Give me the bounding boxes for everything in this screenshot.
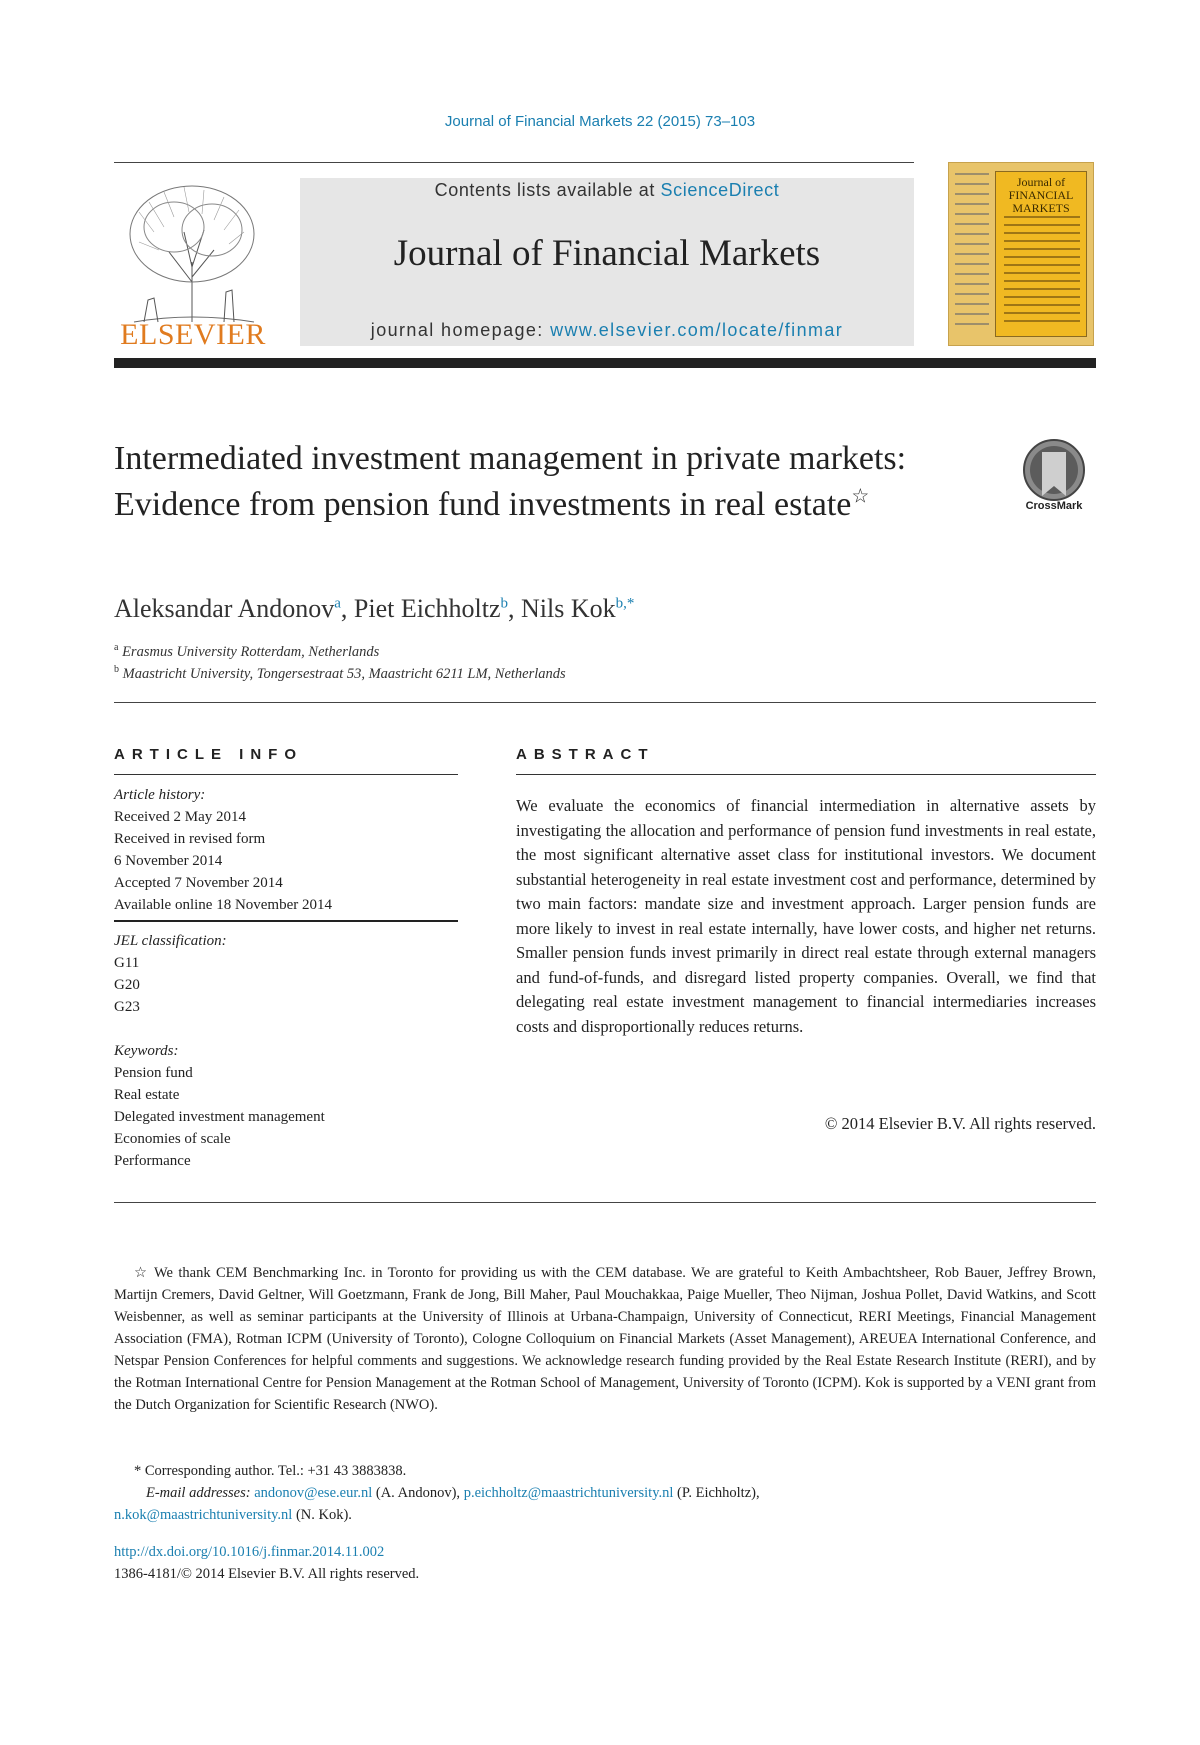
crossmark-label[interactable]: CrossMark: [1025, 500, 1083, 512]
history-item: 6 November 2014: [114, 853, 223, 869]
affiliation: [114, 642, 379, 661]
author-affiliation-mark[interactable]: a: [334, 595, 341, 612]
crossmark-icon[interactable]: [1018, 438, 1090, 528]
email-owner: (N. Kok).: [292, 1507, 352, 1523]
contents-prefix: Contents lists available at: [434, 180, 661, 200]
email-label: E-mail addresses:: [146, 1485, 251, 1501]
email-owner: (P. Eichholtz),: [673, 1485, 760, 1501]
history-item: Received in revised form: [114, 831, 266, 847]
author-list: Aleksandar Andonov$^a$, Piet Eichholtz$^b$, Nils Kok$^{b,*}$: [114, 594, 635, 623]
history-label: Article history:: [114, 787, 206, 803]
article-title: [114, 436, 934, 528]
email-link[interactable]: n.kok@maastrichtuniversity.nl: [114, 1507, 293, 1523]
homepage-link[interactable]: www.elsevier.com/locate/finmar: [550, 320, 844, 340]
contents-line: [300, 180, 914, 201]
author-affiliation-mark[interactable]: b: [500, 595, 509, 612]
title-footnote-mark[interactable]: ☆: [851, 485, 870, 508]
article-title-text: Intermediated investment management in private markets: Evidence from pension fund investments in real estate: [114, 440, 907, 523]
jel-code: G11: [114, 955, 140, 971]
history-rule: [114, 920, 458, 922]
section-rule: [114, 702, 1096, 703]
history-item: Available online 18 November 2014: [114, 897, 332, 913]
corresponding-text: Corresponding author. Tel.: +31 43 3883838.: [144, 1463, 407, 1479]
keyword: Economies of scale: [114, 1131, 231, 1147]
cover-panel: [995, 171, 1087, 337]
article-info-rule: [114, 774, 458, 775]
footnote-mark: *: [134, 1463, 142, 1479]
journal-citation[interactable]: Journal of Financial Markets 22 (2015) 73–103: [444, 113, 756, 130]
elsevier-wordmark: ELSEVIER: [120, 318, 266, 351]
article-history: [114, 784, 458, 916]
affiliation-mark: a: [114, 642, 119, 653]
cover-text-lines: [1004, 216, 1080, 328]
keywords-label: Keywords:: [114, 1043, 179, 1059]
author-name: Aleksandar Andonov: [114, 594, 335, 623]
cover-title: Journal of FINANCIAL MARKETS: [1008, 175, 1074, 215]
homepage-line: [300, 320, 914, 341]
issn-line: 1386-4181/© 2014 Elsevier B.V. All rights reserved.: [114, 1566, 420, 1582]
author-affiliation-mark[interactable]: b,*: [615, 595, 635, 612]
keyword: Performance: [114, 1153, 191, 1169]
jel-code: G23: [114, 999, 140, 1015]
email-owner: (A. Andonov),: [372, 1485, 464, 1501]
header-thick-rule: [114, 358, 1096, 368]
history-item: Received 2 May 2014: [114, 809, 247, 825]
cover-contents-strip: [955, 173, 989, 333]
affiliation: [114, 664, 566, 683]
email-footnote: [114, 1482, 1096, 1526]
abstract-heading: ABSTRACT: [516, 746, 655, 763]
affiliation-text: Erasmus University Rotterdam, Netherlands: [122, 643, 380, 660]
corresponding-footnote: [114, 1460, 1096, 1482]
acknowledgement-text: We thank CEM Benchmarking Inc. in Toronto for providing us with the CEM database. We are grateful to Keith Ambachtsheer, Rob Bauer, Jeffrey Brown, Martijn Cremers, David Geltner, Will Goetzmann, Frank de Jong, Bill Maher, Paul Mouchakkaa, Paige Mueller, Theo Nijman, Joshua Pollet, David Watkins, and Scott Weisbenner, as well as seminar participants at the University of Illinois at Urbana-Champaign, University of Connecticut, RERI Meetings, Financial Management Association (FMA), Rotman ICPM (University of Toronto), Cologne Colloquium on Financial Markets (Asset Management), AREUEA International Conference, and Netspar Pension Conferences for helpful comments and suggestions. We acknowledge research funding provided by the Real Estate Research Institute (RERI), and by the Rotman International Centre for Pension Management at the Rotman School of Management, University of Toronto (ICPM). Kok is supported by a VENI grant from the Dutch Organization for Scientific Research (NWO).: [114, 1265, 1096, 1413]
keyword: Real estate: [114, 1087, 180, 1103]
abstract-rule: [516, 774, 1096, 775]
email-link[interactable]: andonov@ese.eur.nl: [254, 1485, 373, 1501]
abstract-copyright: © 2014 Elsevier B.V. All rights reserved.: [824, 1114, 1096, 1133]
article-info-heading: ARTICLE INFO: [114, 746, 303, 763]
footnote-mark: ☆: [134, 1265, 149, 1281]
affiliation-mark: b: [114, 664, 119, 675]
journal-cover-thumbnail: [948, 162, 1094, 346]
sciencedirect-link[interactable]: ScienceDirect: [660, 180, 780, 200]
affiliation-text: Maastricht University, Tongersestraat 53, Maastricht 6211 LM, Netherlands: [122, 665, 566, 682]
jel-code: G20: [114, 977, 140, 993]
email-link[interactable]: p.eichholtz@maastrichtuniversity.nl: [463, 1485, 674, 1501]
homepage-prefix: journal homepage:: [370, 320, 551, 340]
keyword: Delegated investment management: [114, 1109, 325, 1125]
jel-label: JEL classification:: [114, 933, 227, 949]
abstract-text: We evaluate the economics of financial intermediation in alternative assets by investigating the allocation and performance of pension fund investments in real estate, the most significant alternative asset class for institutional investors. We document substantial heterogeneity in real estate investment cost and performance, determined by two main factors: mandate size and investment approach. Larger pension funds are more likely to invest in real estate internally, have lower costs, and higher net returns. Smaller pension funds invest primarily in direct real estate through external managers and fund-of-funds, and disregard listed property companies. Overall, we find that delegating real estate investment management to financial intermediaries increases costs and disproportionally reduces returns.: [516, 796, 1096, 1036]
footnote-rule: [114, 1202, 1096, 1203]
author-name: Piet Eichholtz: [353, 594, 501, 623]
journal-title: Journal of Financial Markets: [393, 233, 821, 274]
jel-classification: [114, 930, 458, 1018]
keyword: Pension fund: [114, 1065, 193, 1081]
doi-link[interactable]: http://dx.doi.org/10.1016/j.finmar.2014.11.002: [114, 1544, 385, 1560]
history-item: Accepted 7 November 2014: [114, 875, 283, 891]
keywords: [114, 1040, 458, 1172]
header-rule: [114, 162, 914, 163]
acknowledgement-footnote: [114, 1262, 1096, 1416]
author-name: Nils Kok: [521, 594, 616, 623]
